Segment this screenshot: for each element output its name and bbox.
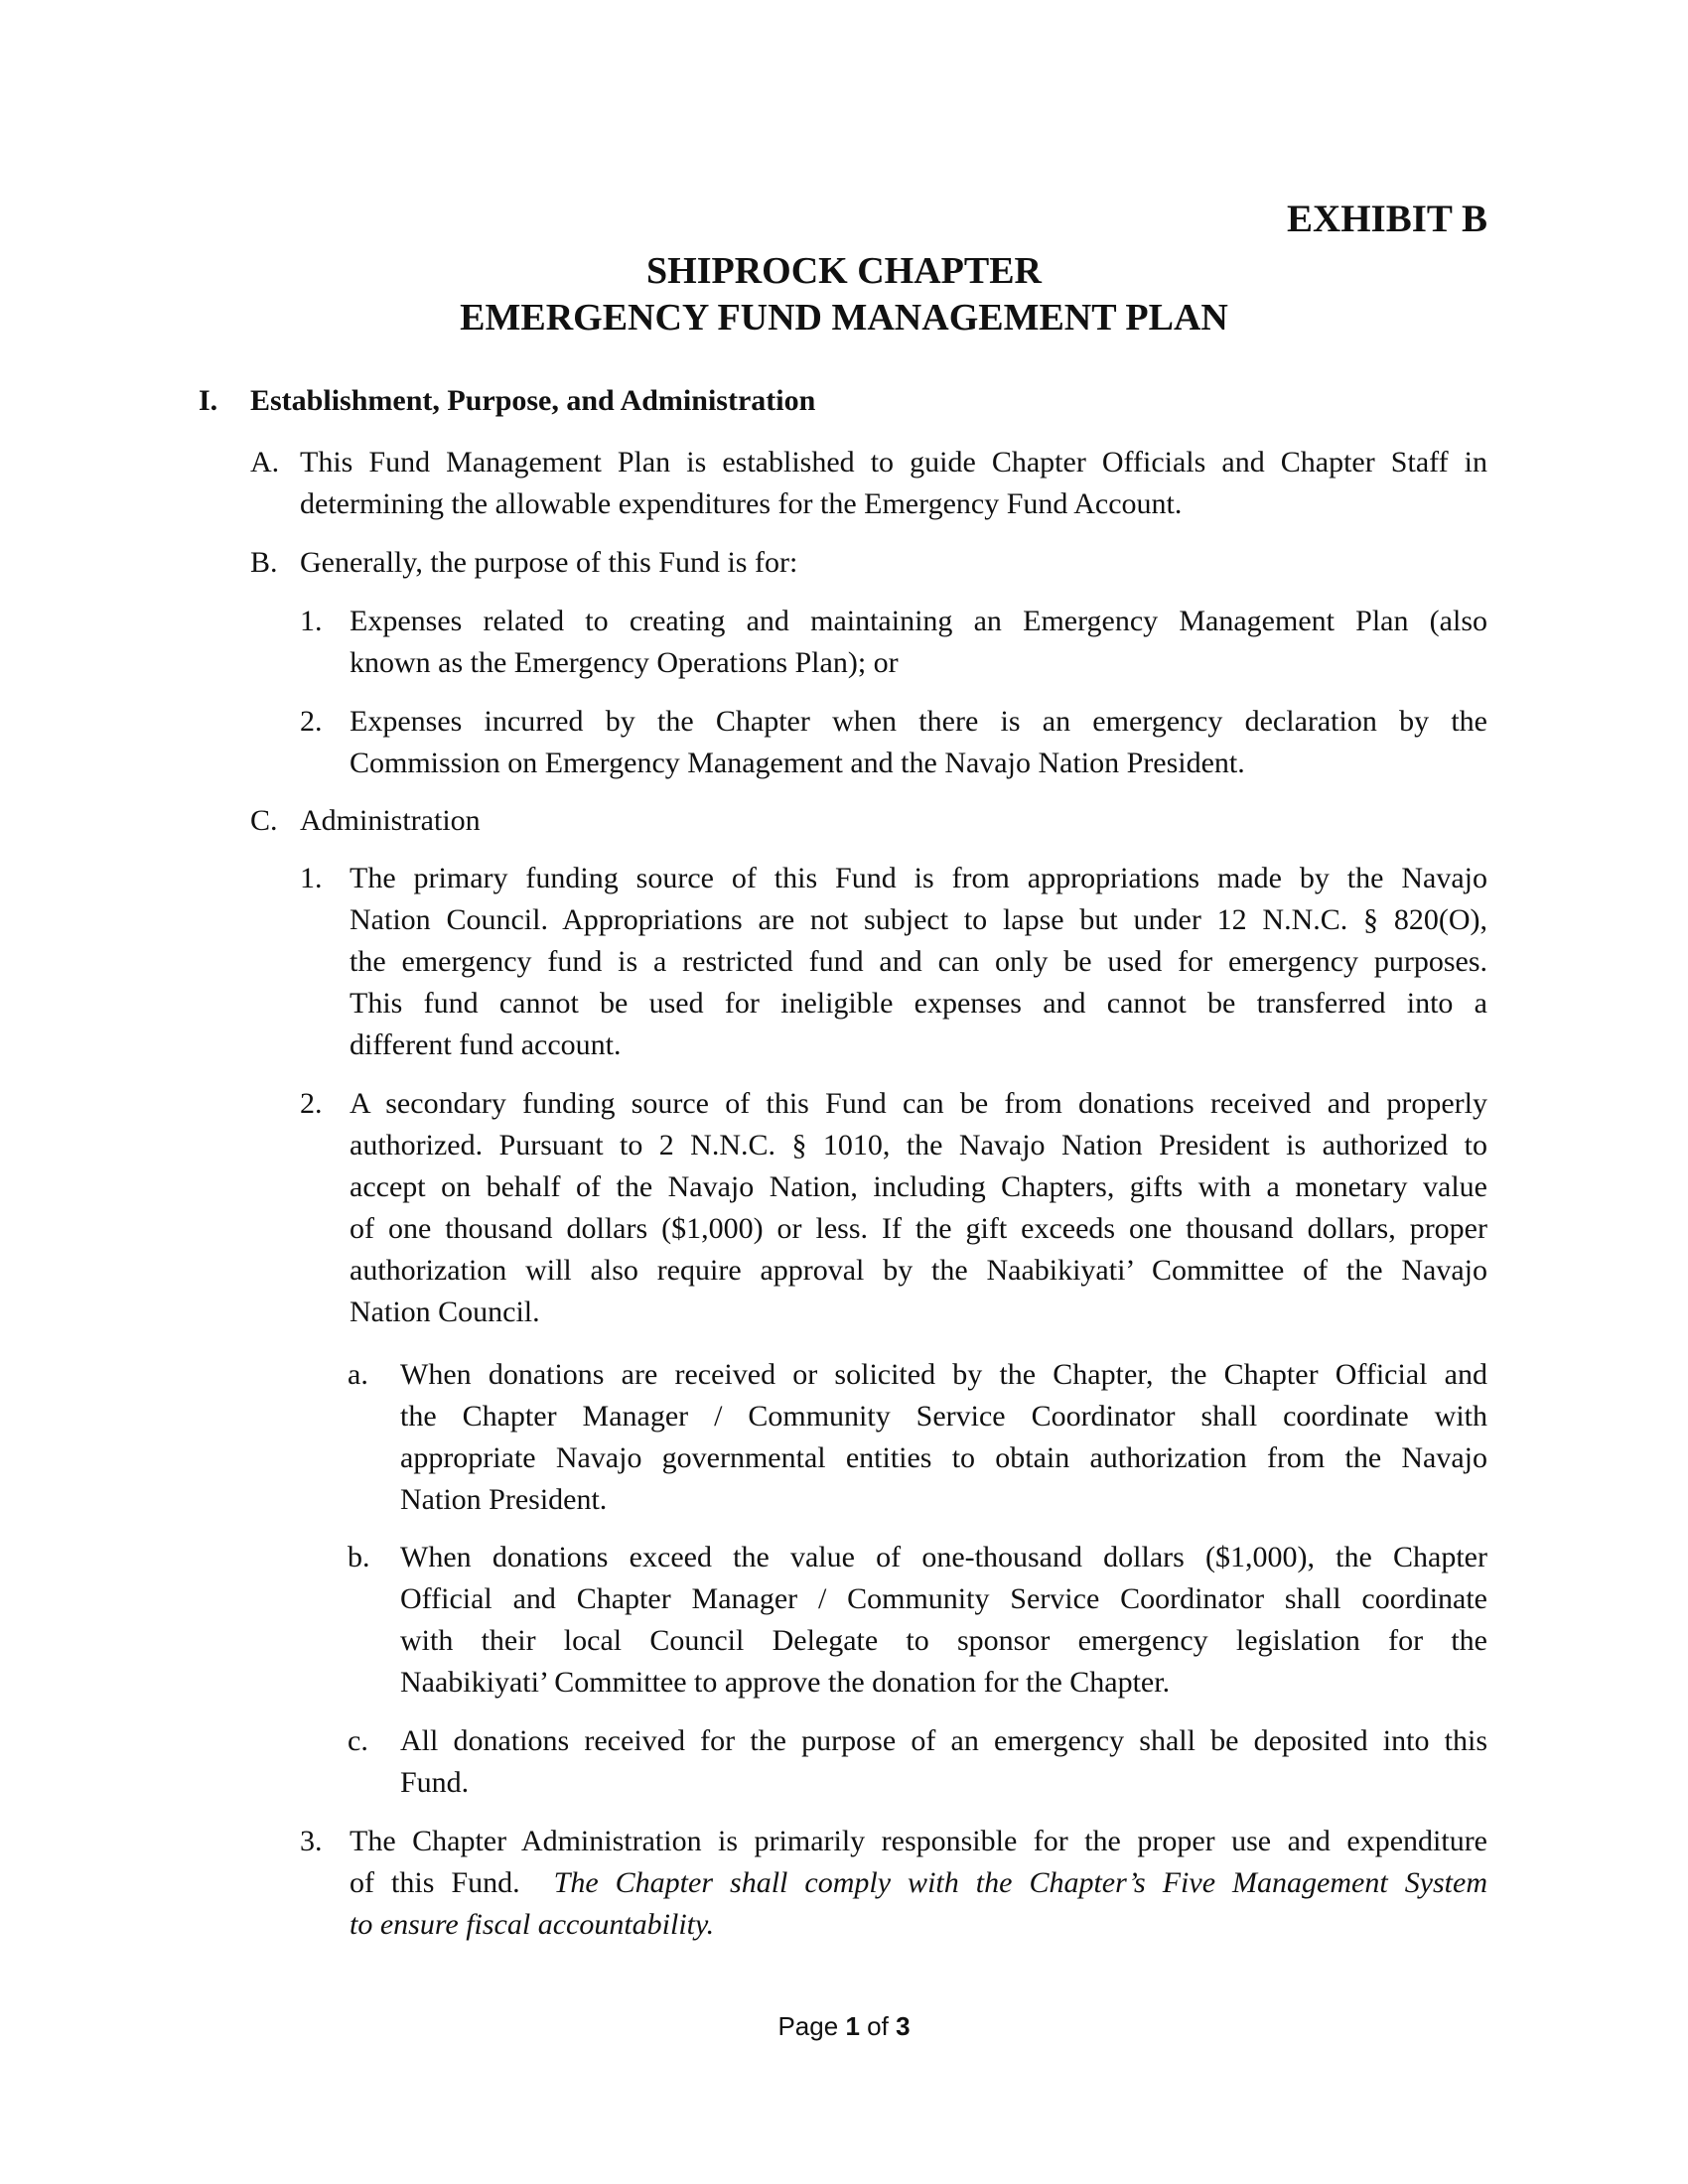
item-C3-plain-text: of this Fund. — [350, 1866, 554, 1899]
item-C3-italic-text: The Chapter shall comply with the Chapter’s Five Management System — [553, 1866, 1487, 1899]
item-A-line: determining the allowable expenditures for the Emergency Fund Account. — [300, 487, 1183, 520]
item-C2a-line: When donations are received or solicited by the Chapter, the Chapter Official and — [400, 1358, 1487, 1391]
item-C2c-line: All donations received for the purpose of an emergency shall be deposited into this — [400, 1724, 1487, 1757]
item-marker-B: B. — [250, 546, 278, 579]
item-C3-line: The Chapter Administration is primarily responsible for the proper use and expenditure — [350, 1825, 1487, 1857]
item-C2b-line: Naabikiyati’ Committee to approve the donation for the Chapter. — [400, 1666, 1171, 1699]
section-heading: Establishment, Purpose, and Administration — [250, 384, 816, 417]
item-B2-line: Commission on Emergency Management and the Navajo Nation President. — [350, 747, 1245, 779]
item-B-line: Generally, the purpose of this Fund is for: — [300, 546, 798, 579]
item-C2-line: of one thousand dollars ($1,000) or less. If the gift exceeds one thousand dollars, proper — [350, 1212, 1487, 1245]
item-C2-line: authorization will also require approval by the Naabikiyati’ Committee of the Navajo — [350, 1254, 1487, 1287]
item-B1-line: known as the Emergency Operations Plan); or — [350, 646, 899, 679]
section-number: I. — [199, 384, 218, 417]
item-marker-C2a: a. — [348, 1358, 368, 1391]
item-marker-B1: 1. — [300, 605, 323, 637]
item-B1-line: Expenses related to creating and maintaining an Emergency Management Plan (also — [350, 605, 1487, 637]
item-C2-line: Nation Council. — [350, 1296, 540, 1328]
item-C2b-line: Official and Chapter Manager / Community Service Coordinator shall coordinate — [400, 1582, 1487, 1615]
item-C-line: Administration — [300, 804, 481, 837]
item-C2a-line: appropriate Navajo governmental entities to obtain authorization from the Navajo — [400, 1441, 1487, 1474]
page-current-number: 1 — [845, 2011, 860, 2041]
item-C2b-line: When donations exceed the value of one-thousand dollars ($1,000), the Chapter — [400, 1541, 1487, 1573]
item-C1-line: The primary funding source of this Fund is from appropriations made by the Navajo — [350, 862, 1487, 894]
page-total-number: 3 — [896, 2011, 911, 2041]
item-marker-C1: 1. — [300, 862, 323, 894]
item-C1-line: the emergency fund is a restricted fund and can only be used for emergency purposes. — [350, 945, 1487, 978]
item-marker-C: C. — [250, 804, 278, 837]
item-C2b-line: with their local Council Delegate to sponsor emergency legislation for the — [400, 1624, 1487, 1657]
item-B2-line: Expenses incurred by the Chapter when there is an emergency declaration by the — [350, 705, 1487, 738]
item-marker-C3: 3. — [300, 1825, 323, 1857]
document-title-plan: EMERGENCY FUND MANAGEMENT PLAN — [460, 297, 1228, 339]
item-C2a-line: Nation President. — [400, 1483, 608, 1516]
item-C3-italic-line: to ensure fiscal accountability. — [350, 1908, 715, 1941]
item-marker-C2b: b. — [348, 1541, 370, 1573]
item-marker-C2: 2. — [300, 1087, 323, 1120]
document-title-chapter: SHIPROCK CHAPTER — [646, 250, 1042, 292]
item-marker-B2: 2. — [300, 705, 323, 738]
exhibit-label: EXHIBIT B — [1287, 198, 1487, 240]
item-C1-line: different fund account. — [350, 1028, 622, 1061]
item-C2a-line: the Chapter Manager / Community Service Coordinator shall coordinate with — [400, 1400, 1487, 1433]
item-C2c-line: Fund. — [400, 1766, 470, 1799]
of-word: of — [867, 2011, 889, 2041]
item-marker-C2c: c. — [348, 1724, 368, 1757]
item-C1-line: This fund cannot be used for ineligible expenses and cannot be transferred into a — [350, 987, 1487, 1020]
page-footer — [0, 2009, 1688, 2043]
item-C1-line: Nation Council. Appropriations are not subject to lapse but under 12 N.N.C. § 820(O), — [350, 903, 1487, 936]
item-C2-line: accept on behalf of the Navajo Nation, including Chapters, gifts with a monetary value — [350, 1170, 1487, 1203]
page-word: Page — [777, 2011, 839, 2041]
item-C2-line: A secondary funding source of this Fund can be from donations received and properly — [350, 1087, 1487, 1120]
item-A-line: This Fund Management Plan is established to guide Chapter Officials and Chapter Staff in — [300, 446, 1487, 478]
item-C2-line: authorized. Pursuant to 2 N.N.C. § 1010, the Navajo Nation President is authorized to — [350, 1129, 1487, 1161]
item-marker-A: A. — [250, 446, 280, 478]
item-C3-line-mixed — [350, 1862, 1487, 1904]
